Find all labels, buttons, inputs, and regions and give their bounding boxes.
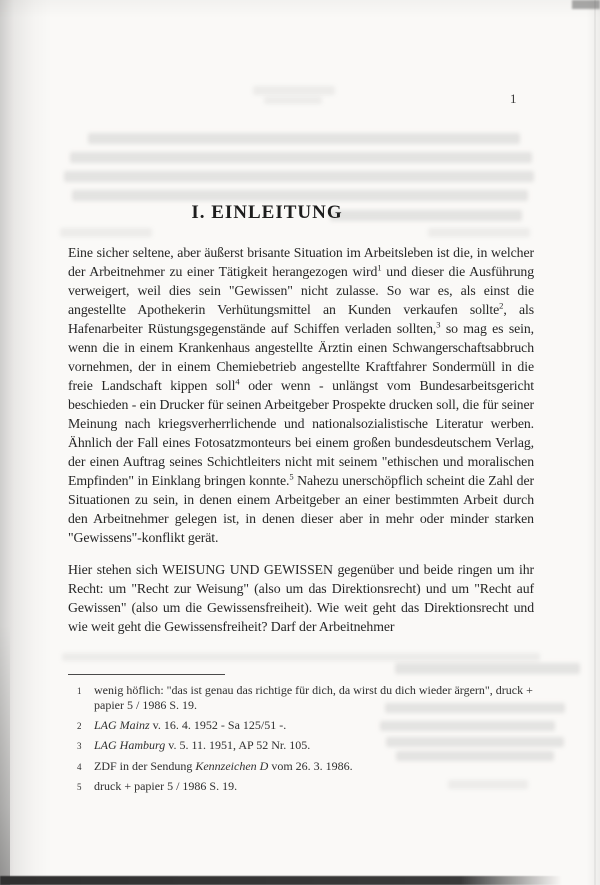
page-edge-shadow-left: [0, 625, 10, 885]
chapter-heading: I. EINLEITUNG: [191, 202, 343, 223]
body-paragraph: Hier stehen sich WEISUNG UND GEWISSEN gegenüber und beide ringen um ihr Recht: um "Recht zur Weisung" (also um das Direktionsrecht) und um "Recht auf Gewissen" (also um die Gewissensfreiheit). Wie weit geht das Direktionsrecht und wie weit geht die Gewissensfreiheit? Darf der Arbeitnehmer: [68, 562, 534, 634]
bleed-through-text: [60, 228, 152, 237]
page-edge-right: [594, 0, 596, 885]
footnote: [77, 738, 535, 754]
footnote-text: ZDF in der Sendung Kennzeichen D vom 26. 3. 1986.: [94, 758, 353, 773]
footnote: [77, 718, 535, 734]
footnote-text: wenig höflich: "das ist genau das richtige für dich, da wirst du dich wieder ärgern", druck + papier 5 / 1986 S. 19.: [94, 683, 533, 712]
body-paragraph: Eine sicher seltene, aber äußerst brisante Situation im Arbeitsleben ist die, in welcher der Arbeitnehmer zu einer Tätigkeit herangezogen wird$^1$ und dieser die Ausführung verweigert, weil dies sein "Gewissen" nicht zulasse. So war es, als einst die angestellte Apothekerin Verhütungsmittel an Kunden verkaufen sollte$^2$, als Hafenarbeiter Rüstungsgegenstände auf Schiffen verladen sollten,$^3$ so mag es sein, wenn die in einem Krankenhaus angestellte Ärztin einen Schwangerschaftsabbruch vornehmen, der in einem Chemiebetrieb angestellte Kraftfahrer Sondermüll in die freie Landschaft kippen soll$^4$ oder wenn - unlängst vom Bundesarbeitsgericht beschieden - ein Drucker für seinen Arbeitgeber Prospekte drucken soll, die für seiner Meinung nach kriegsverherrlichende und nationalsozialistische Literatur werben. Ähnlich der Fall eines Fotosatzmonteurs bei einem großen bundesdeutschem Verlag, der einen Auftrag seines Schichtleiters nicht mit seinem "ethischen und moralischen Empfinden" in Einklang bringen konnte.$^5$ Nahezu unerschöpflich scheint die Zahl der Situationen zu sein, in denen einem Arbeitgeber an einer bestimmten Arbeit durch den Arbeitnehmer gelegen ist, in denen dieser aber in mehr oder minder starken "Gewissens"-konflikt gerät.: [68, 245, 535, 545]
footnote-text: LAG Hamburg v. 5. 11. 1951, AP 52 Nr. 105.: [94, 738, 311, 752]
bleed-through-text: [88, 133, 520, 144]
bleed-through-text: [70, 152, 532, 163]
footnote-number: 4: [77, 761, 82, 772]
bleed-through-text: [395, 663, 580, 674]
bleed-through-text: [72, 190, 528, 201]
footnote-rule: [68, 674, 225, 675]
bleed-through-text: [253, 86, 335, 95]
footnote-number: 1: [77, 686, 82, 696]
footnote-text: LAG Mainz v. 16. 4. 1952 - Sa 125/51 -.: [94, 717, 287, 732]
scan-artifact-top-right: [572, 0, 600, 9]
footnote-number: 2: [77, 720, 82, 731]
footnotes: [77, 683, 535, 800]
bleed-through-text: [62, 653, 540, 661]
footnote-number: 5: [77, 782, 82, 792]
footnote-text: druck + papier 5 / 1986 S. 19.: [94, 779, 238, 793]
body-text: [68, 243, 534, 649]
bleed-through-text: [428, 228, 530, 237]
footnote: [77, 779, 535, 795]
footnote: [77, 759, 535, 775]
footnote-number: 3: [77, 741, 82, 751]
page-number: 1: [510, 91, 517, 106]
bleed-through-text: [64, 171, 534, 182]
page-bottom-edge: [0, 876, 562, 885]
footnote: [77, 683, 535, 713]
bleed-through-text: [264, 97, 322, 104]
